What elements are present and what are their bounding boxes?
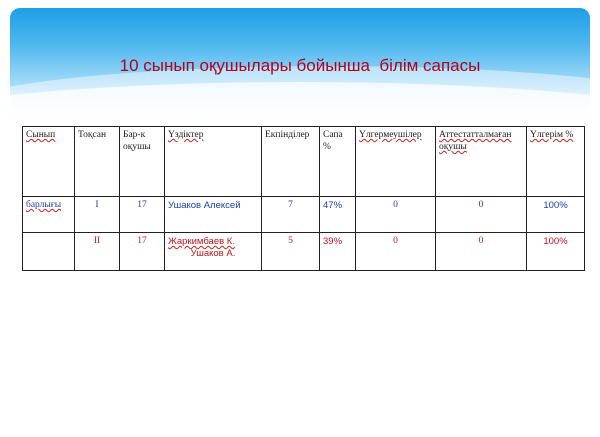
table-cell: 0 (436, 233, 527, 271)
header-wave (10, 82, 590, 126)
header-cell (527, 127, 585, 197)
table-cell: 39% (320, 233, 356, 271)
table-cell: 0 (356, 233, 436, 271)
header-label: Үлгерім % (530, 130, 574, 140)
header-label: Екпінділер (265, 130, 310, 140)
table-header-row (23, 127, 585, 197)
table-cell: 47% (320, 197, 356, 233)
table-cell: 0 (356, 197, 436, 233)
table-cell: 7 (262, 197, 320, 233)
header-cell (262, 127, 320, 197)
header-label: Сапа % (323, 130, 343, 152)
header-cell (356, 127, 436, 197)
table-row (23, 197, 585, 233)
header-cell (320, 127, 356, 197)
table-cell: 17 (120, 233, 165, 271)
table-cell (165, 197, 262, 233)
cell-text: барлығы (26, 200, 62, 210)
cell-text: Жаркимбаев К. (168, 236, 235, 247)
header-cell (23, 127, 75, 197)
header-label: Бар-к оқушы (123, 130, 151, 152)
header-label: Үздіктер (168, 130, 204, 140)
table-cell (165, 233, 262, 271)
table-cell (23, 197, 75, 233)
quality-table (22, 126, 585, 271)
header-cell (436, 127, 527, 197)
table-row (23, 233, 585, 271)
header-label: Аттестатталмаған оқушы (439, 130, 512, 152)
header-cell (120, 127, 165, 197)
table-cell: 17 (120, 197, 165, 233)
header-label: Үлгермеушілер (359, 130, 422, 140)
table-cell: II (75, 233, 120, 271)
table-cell: I (75, 197, 120, 233)
table-cell: 5 (262, 233, 320, 271)
cell-text: Ушаков Алексей (168, 200, 241, 211)
header-label: Сынып (26, 130, 56, 140)
table-cell: 100% (527, 233, 585, 271)
cell-text: Ушаков А. (190, 247, 236, 259)
header-cell (165, 127, 262, 197)
header-label: Тоқсан (78, 130, 107, 140)
header-cell (75, 127, 120, 197)
slide-title: 10 сынып оқушылары бойынша білім сапасы (119, 56, 481, 75)
table-cell (23, 233, 75, 271)
table-cell: 0 (436, 197, 527, 233)
cell-text (168, 236, 258, 248)
table-cell: 100% (527, 197, 585, 233)
